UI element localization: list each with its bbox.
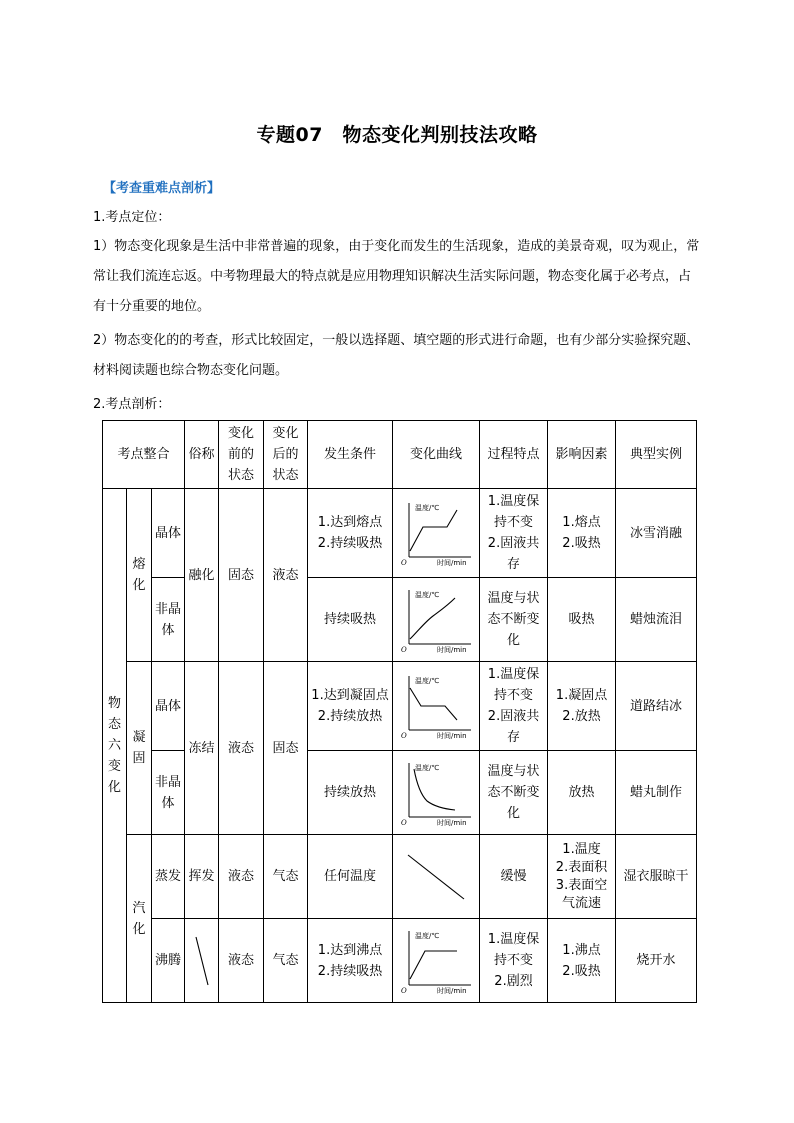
solidify-noncrystal-factors: 放热 — [548, 751, 616, 835]
graph-origin: O — [401, 732, 407, 740]
solidify-noncrystal-type: 非晶体 — [152, 751, 185, 835]
point-analysis-heading: 2.考点剖析： — [93, 397, 171, 412]
graph-y-label: 温度/℃ — [415, 504, 440, 512]
graph-melting-crystal — [397, 499, 475, 567]
melting-before: 固态 — [219, 489, 264, 662]
boiling-features: 1.温度保持不变 2.剧烈 — [480, 919, 548, 1003]
solidify-before: 液态 — [219, 662, 264, 835]
melting-crystal-curve — [393, 489, 480, 578]
header-features: 过程特点 — [480, 421, 548, 489]
section-heading: 【考查重难点剖析】 — [103, 181, 221, 196]
header-factors: 影响因素 — [548, 421, 616, 489]
table-row — [103, 835, 697, 919]
evaporation-factors: 1.温度 2.表面积 3.表面空气流速 — [548, 835, 616, 919]
evaporation-before: 液态 — [219, 835, 264, 919]
graph-origin: O — [401, 559, 407, 567]
graph-x-label: 时间/min — [437, 732, 467, 740]
curve-line — [410, 688, 457, 720]
header-after-state: 变化后的状态 — [264, 421, 308, 489]
solidify-crystal-type: 晶体 — [152, 662, 185, 751]
header-integration: 考点整合 — [103, 421, 185, 489]
curve-line — [410, 598, 455, 639]
graph-x-label: 时间/min — [437, 559, 467, 567]
melting-crystal-example: 冰雪消融 — [616, 489, 697, 578]
melting-after: 液态 — [264, 489, 308, 662]
graph-y-label: 温度/℃ — [415, 763, 440, 772]
melting-common-name: 融化 — [185, 489, 219, 662]
melting-crystal-factors: 1.熔点 2.吸热 — [548, 489, 616, 578]
graph-origin: O — [401, 645, 407, 654]
melting-crystal-features: 1.温度保持不变 2.固液共存 — [480, 489, 548, 578]
paragraph-1: 1）物态变化现象是生活中非常普遍的现象，由于变化而发生的生活现象，造成的美景奇观，叹为观止，常常让我们流连忘返。中考物理最大的特点就是应用物理知识解决生活实际问题，物态变化属于必考点，占有十分重要的地位。 — [93, 239, 700, 314]
solidify-crystal-factors: 1.凝固点 2.放热 — [548, 662, 616, 751]
graph-boiling — [397, 927, 475, 995]
curve-line — [410, 510, 457, 551]
graph-melting-noncrystal — [397, 586, 475, 654]
header-curve: 变化曲线 — [393, 421, 480, 489]
solidify-label: 凝固 — [127, 662, 152, 835]
boiling-after: 气态 — [264, 919, 308, 1003]
solidify-noncrystal-example: 蜡丸制作 — [616, 751, 697, 835]
table-row — [103, 489, 697, 578]
boiling-example: 烧开水 — [616, 919, 697, 1003]
boiling-common-name-slash — [192, 931, 212, 991]
solidify-noncrystal-features: 温度与状态不断变化 — [480, 751, 548, 835]
solidify-crystal-example: 道路结冰 — [616, 662, 697, 751]
vaporize-label: 汽化 — [127, 835, 152, 1003]
curve-line — [410, 951, 457, 979]
evaporation-no-curve-line — [396, 847, 476, 907]
solidify-noncrystal-condition: 持续放热 — [308, 751, 393, 835]
evaporation-condition: 任何温度 — [308, 835, 393, 919]
evaporation-curve — [393, 835, 480, 919]
graph-y-label: 温度/℃ — [415, 931, 440, 940]
solidify-crystal-condition: 1.达到凝固点 2.持续放热 — [308, 662, 393, 751]
graph-solidify-crystal — [397, 672, 475, 740]
graph-y-label: 温度/℃ — [415, 590, 440, 599]
graph-y-label: 温度/℃ — [415, 677, 440, 685]
header-row — [103, 421, 697, 489]
paragraph-2: 2）物态变化的的考查，形式比较固定，一般以选择题、填空题的形式进行命题，也有少部分实验探究题、材料阅读题也综合物态变化问题。 — [93, 333, 700, 378]
solidify-common-name: 冻结 — [185, 662, 219, 835]
graph-x-label: 时间/min — [437, 645, 467, 654]
melting-noncrystal-features: 温度与状态不断变化 — [480, 578, 548, 662]
evaporation-example: 湿衣服晾干 — [616, 835, 697, 919]
melting-noncrystal-type: 非晶体 — [152, 578, 185, 662]
graph-origin: O — [401, 986, 407, 995]
melting-crystal-condition: 1.达到熔点 2.持续吸热 — [308, 489, 393, 578]
curve-line — [414, 769, 455, 810]
table-row — [103, 919, 697, 1003]
point-positioning-heading: 1.考点定位： — [93, 210, 171, 225]
boiling-before: 液态 — [219, 919, 264, 1003]
melting-noncrystal-condition: 持续吸热 — [308, 578, 393, 662]
header-condition: 发生条件 — [308, 421, 393, 489]
solidify-crystal-curve — [393, 662, 480, 751]
phase-change-table — [102, 420, 697, 1003]
melting-crystal-type: 晶体 — [152, 489, 185, 578]
evaporation-after: 气态 — [264, 835, 308, 919]
header-common-name: 俗称 — [185, 421, 219, 489]
header-before-state: 变化前的状态 — [219, 421, 264, 489]
evaporation-features: 缓慢 — [480, 835, 548, 919]
header-example: 典型实例 — [616, 421, 697, 489]
graph-solidify-noncrystal — [397, 759, 475, 827]
melting-noncrystal-curve — [393, 578, 480, 662]
boiling-curve — [393, 919, 480, 1003]
page-title: 专题07 物态变化判别技法攻略 — [256, 124, 538, 146]
solidify-noncrystal-curve — [393, 751, 480, 835]
boiling-factors: 1.沸点 2.吸热 — [548, 919, 616, 1003]
boiling-type: 沸腾 — [152, 919, 185, 1003]
graph-origin: O — [401, 818, 407, 827]
table-row — [103, 662, 697, 751]
evaporation-type: 蒸发 — [152, 835, 185, 919]
solidify-after: 固态 — [264, 662, 308, 835]
melting-noncrystal-factors: 吸热 — [548, 578, 616, 662]
boiling-common-name — [185, 919, 219, 1003]
boiling-condition: 1.达到沸点 2.持续吸热 — [308, 919, 393, 1003]
graph-x-label: 时间/min — [437, 986, 467, 995]
solidify-crystal-features: 1.温度保持不变 2.固液共存 — [480, 662, 548, 751]
evaporation-common-name: 挥发 — [185, 835, 219, 919]
melting-label: 熔化 — [127, 489, 152, 662]
melting-noncrystal-example: 蜡烛流泪 — [616, 578, 697, 662]
group-label: 物态六变化 — [103, 489, 127, 1003]
graph-x-label: 时间/min — [437, 818, 467, 827]
